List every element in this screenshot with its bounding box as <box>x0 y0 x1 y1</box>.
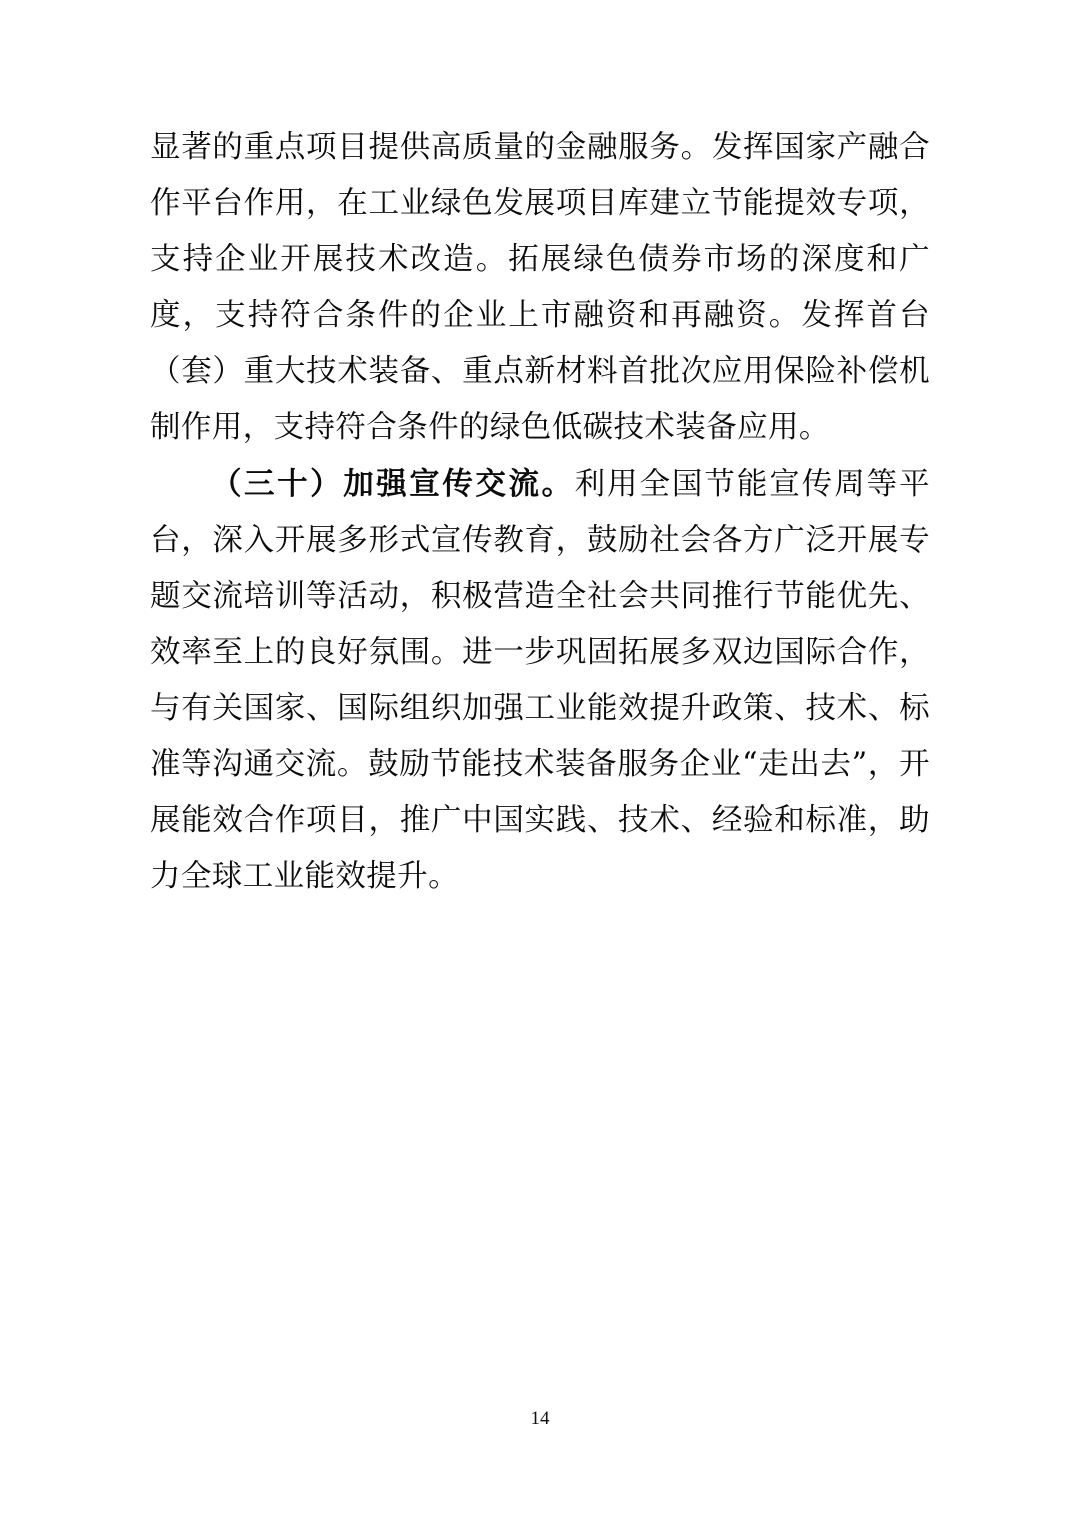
paragraph-lead-label: （三十）加强宣传交流。 <box>211 466 575 502</box>
paragraph-text: 显著的重点项目提供高质量的金融服务。发挥国家产融合作平台作用，在工业绿色发展项目库建立节能提效专项，支持企业开展技术改造。拓展绿色债券市场的深度和广度，支持符合条件的企业上市融资和再融资。发挥首台（套）重大技术装备、重点新材料首批次应用保险补偿机制作用，支持符合条件的绿色低碳技术装备应用。 <box>150 130 930 445</box>
paragraph-item-30 <box>150 456 930 905</box>
paragraph-finance-continued <box>150 120 930 456</box>
paragraph-text: 利用全国节能宣传周等平台，深入开展多形式宣传教育，鼓励社会各方广泛开展专题交流培训等活动，积极营造全社会共同推行节能优先、效率至上的良好氛围。进一步巩固拓展多双边国际合作，与有关国家、国际组织加强工业能效提升政策、技术、标准等沟通交流。鼓励节能技术装备服务企业“走出去”，开展能效合作项目，推广中国实践、技术、经验和标准，助力全球工业能效提升。 <box>150 467 930 894</box>
page-body <box>150 120 930 905</box>
page-number: 14 <box>530 1408 550 1429</box>
